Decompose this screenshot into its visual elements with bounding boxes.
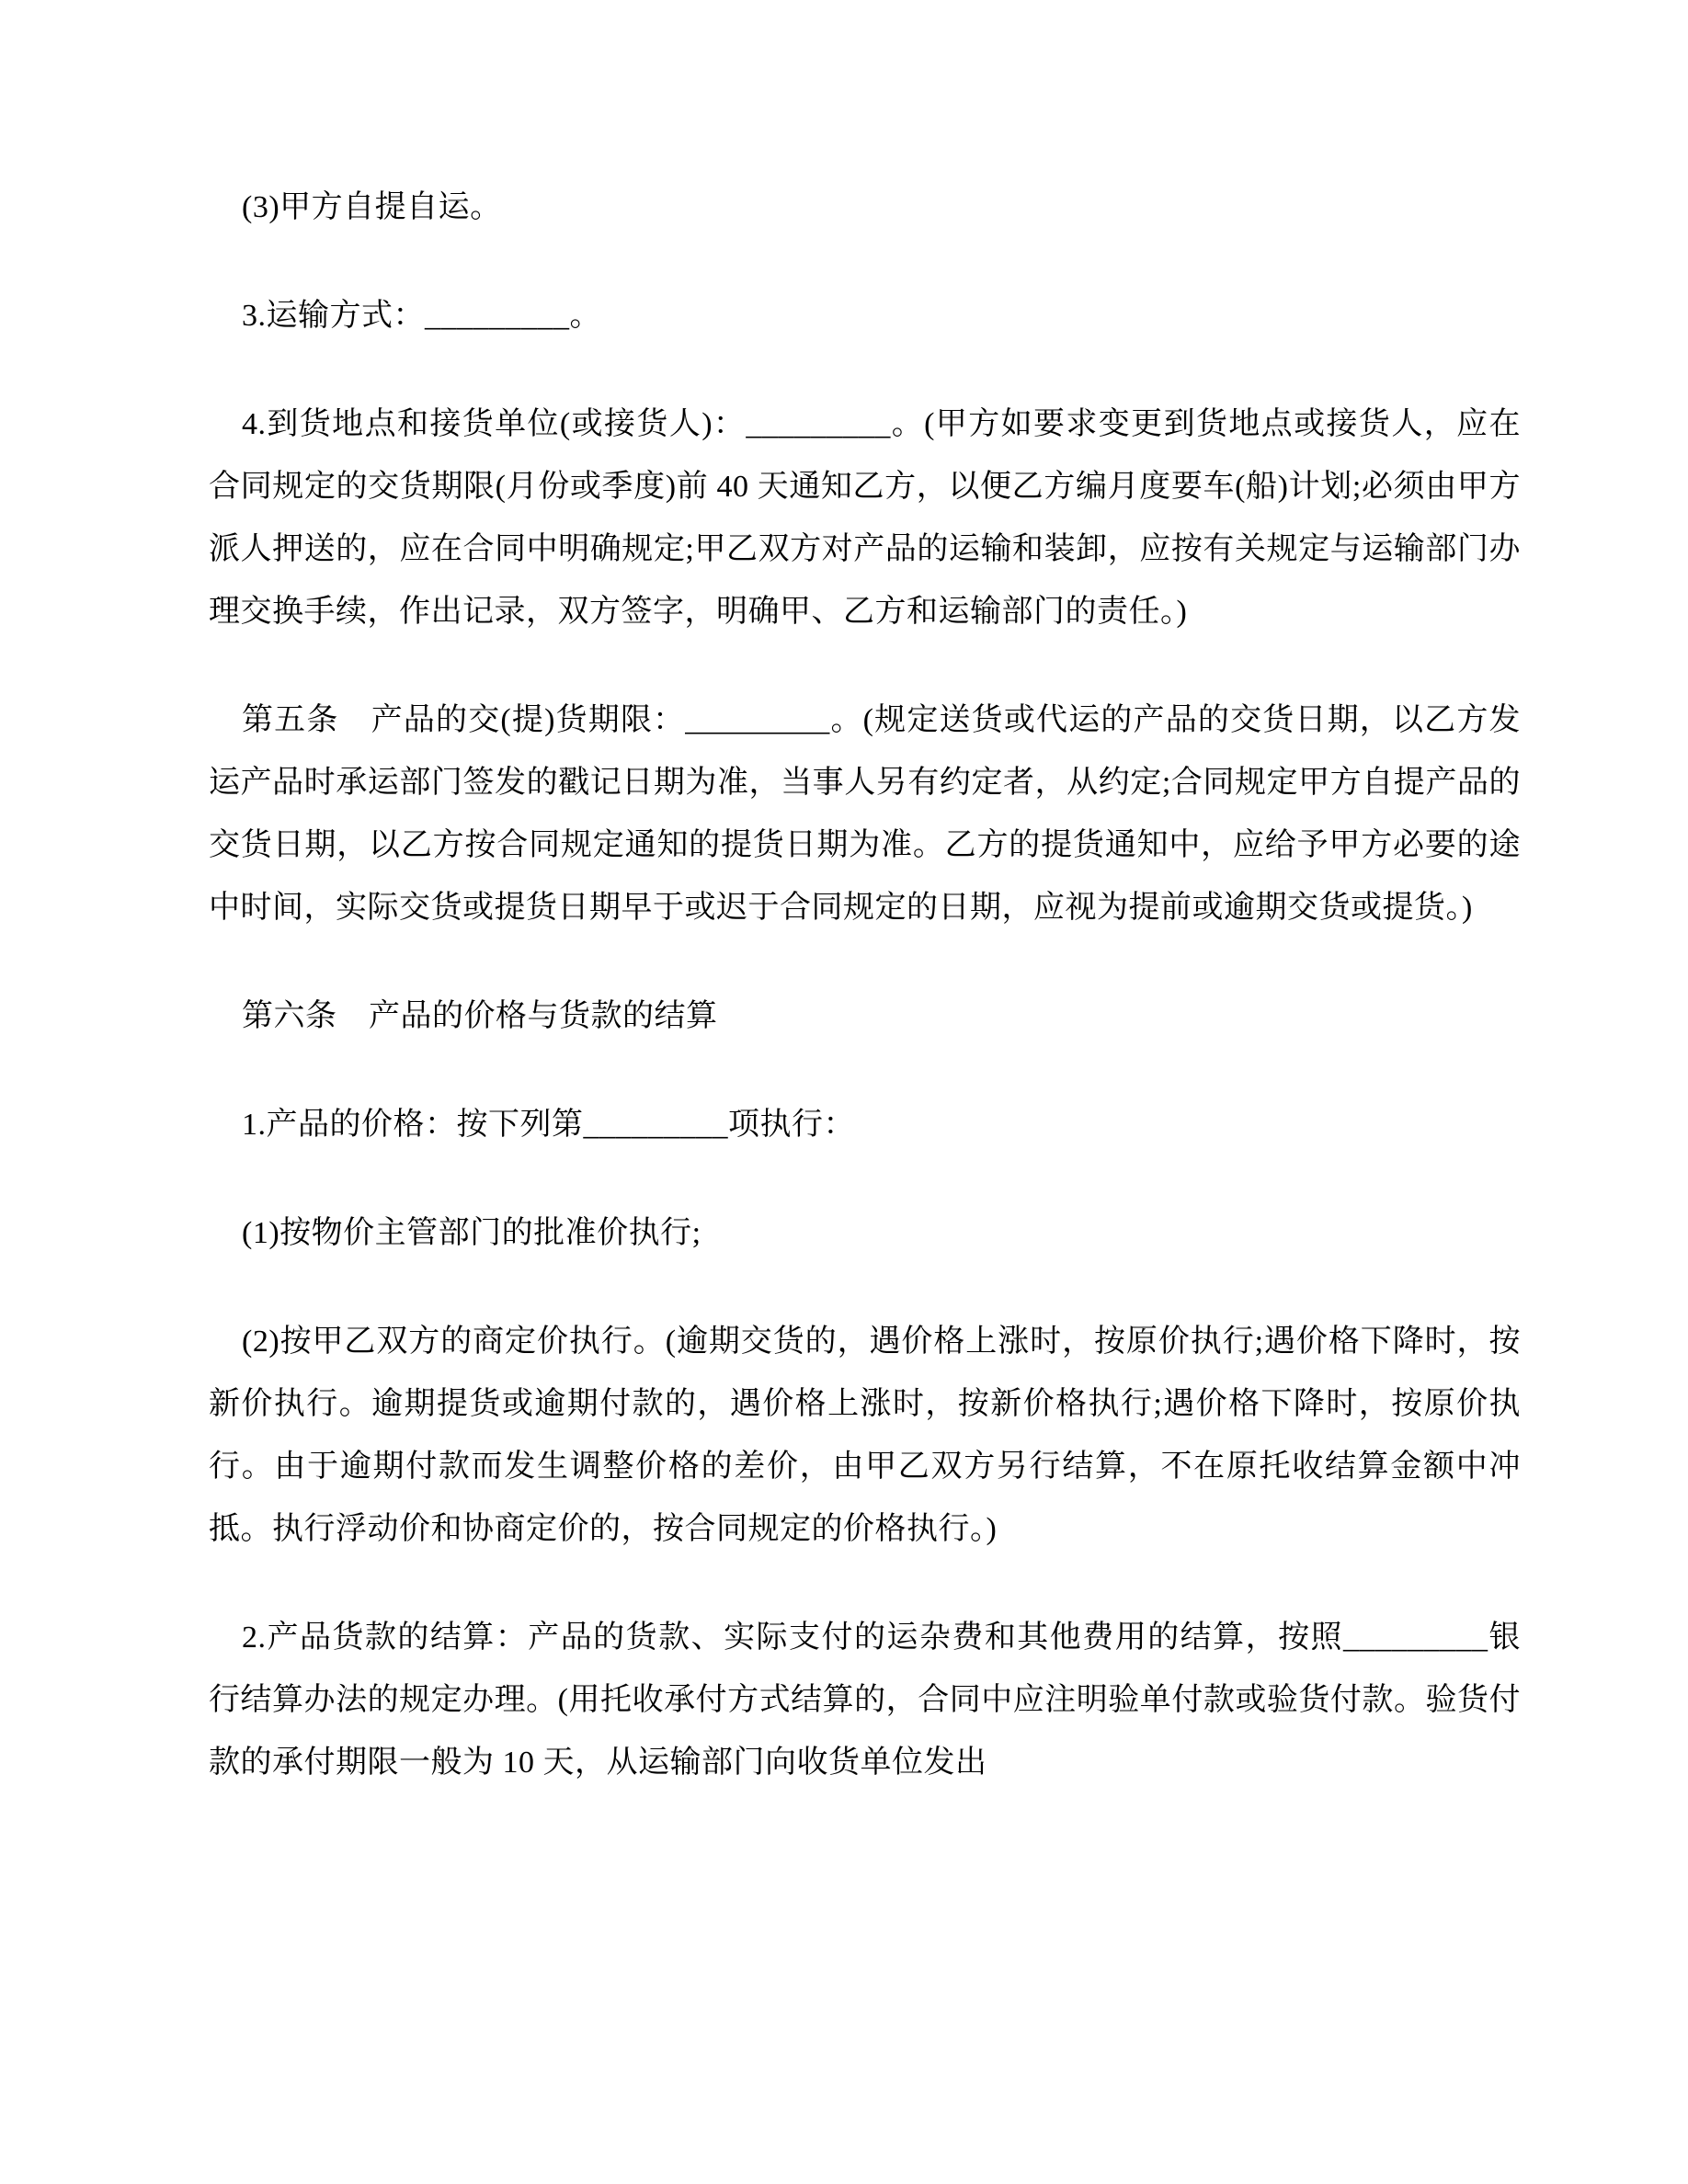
list-item-3-self-pickup: (3)甲方自提自运。: [242, 190, 502, 224]
item-1-product-price: 1.产品的价格：按下列第_________项执行：: [242, 1108, 855, 1142]
clause-5-delivery-deadline: 第五条 产品的交(提)货期限：_________。(规定送货或代运的产品的交货日期，以乙方发运产品时承运部门签发的戳记日期为准，当事人另有约定者，从约定;合同规定甲方自提产品的交货日期，以乙方按合同规定通知的提货日期为准。乙方的提货通知中，应给予甲方必要的途中时间，实际交货或提货日期早于或迟于合同规定的日期，应视为提前或逾期交货或提货。): [209, 703, 1521, 925]
item-2-payment-settlement: 2.产品货款的结算：产品的货款、实际支付的运杂费和其他费用的结算，按照_________银行结算办法的规定办理。(用托收承付方式结算的，合同中应注明验单付款或验货付款。验货付款的承付期限一般为 10 天，从运输部门向收货单位发出: [209, 1621, 1521, 1780]
sub-item-1-approved-price: (1)按物价主管部门的批准价执行;: [242, 1216, 701, 1250]
clause-6-heading: 第六条 产品的价格与货款的结算: [242, 999, 718, 1033]
sub-item-2-negotiated-price: (2)按甲乙双方的商定价执行。(逾期交货的，遇价格上涨时，按原价执行;遇价格下降时，按新价执行。逾期提货或逾期付款的，遇价格上涨时，按新价格执行;遇价格下降时，按原价执行。由于逾期付款而发生调整价格的差价，由甲乙双方另行结算，不在原托收结算金额中冲抵。执行浮动价和协商定价的，按合同规定的价格执行。): [209, 1325, 1521, 1546]
item-4-delivery-place: 4.到货地点和接货单位(或接货人)：_________。(甲方如要求变更到货地点或接货人，应在合同规定的交货期限(月份或季度)前 40 天通知乙方，以便乙方编月度要车(船)计划;必须由甲方派人押送的，应在合同中明确规定;甲乙双方对产品的运输和装卸，应按有关规定与运输部门办理交换手续，作出记录，双方签字，明确甲、乙方和运输部门的责任。): [209, 407, 1521, 629]
item-3-transport-mode: 3.运输方式：_________。: [242, 299, 601, 333]
